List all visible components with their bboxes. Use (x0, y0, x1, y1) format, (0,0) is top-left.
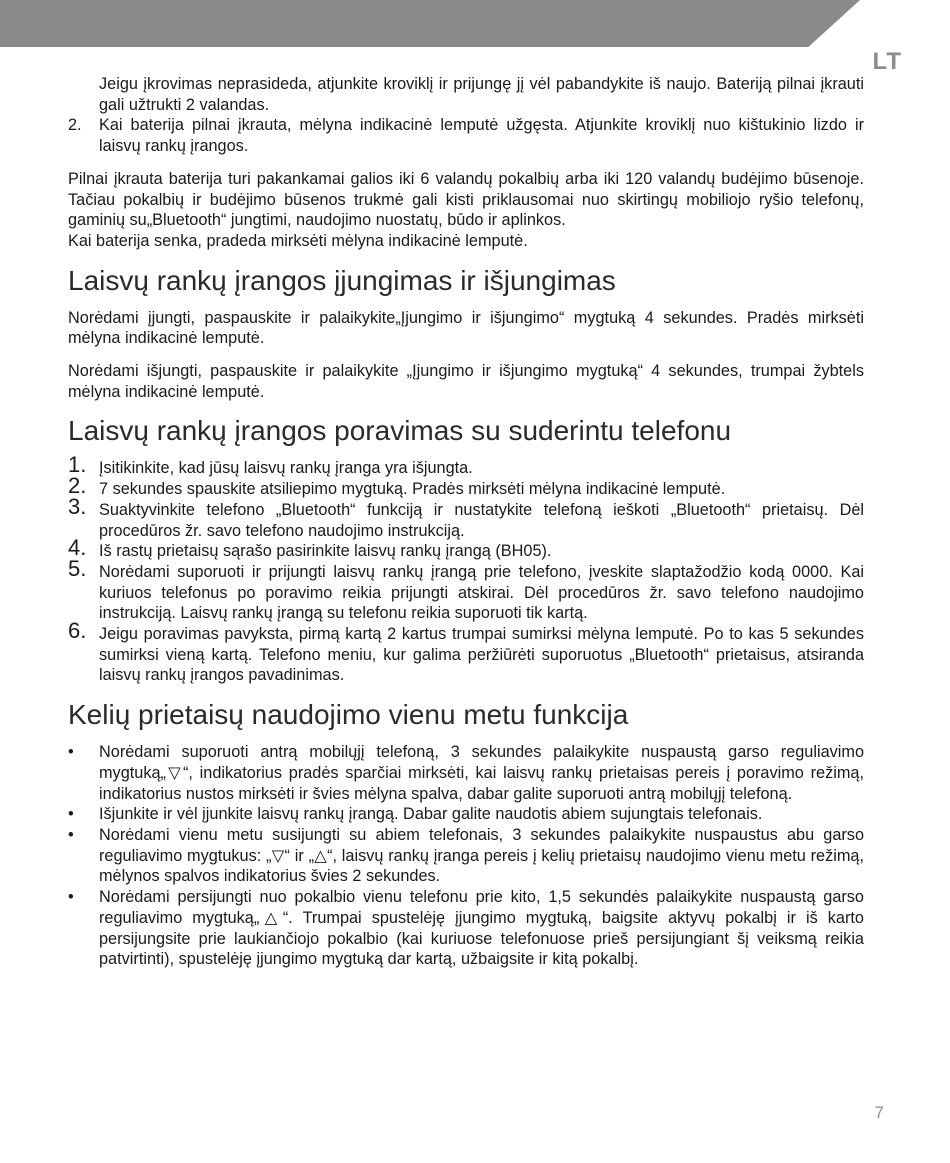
item-text: Norėdami vienu metu susijungti su abiem telefonais, 3 sekundes palaikykite nuspaustus abu garso reguliavimo mygtukus: „▽“ ir „△“, laisvų rankų įranga pereis į kelių prietaisų naudojimo vienu metu režimą, mėlynos spalvos indikatorius švies 2 sekundes. (99, 825, 864, 886)
list-item (68, 115, 864, 156)
bullet-item (68, 825, 864, 887)
item-text: Iš rastų prietaisų sąrašo pasirinkite laisvų rankų įrangą (BH05). (99, 542, 552, 561)
bullet-item (68, 887, 864, 970)
page-content (68, 74, 864, 970)
item-text: Išjunkite ir vėl įjunkite laisvų rankų įrangą. Dabar galite naudotis abiem sujungtais telefonais. (99, 805, 763, 824)
item-text: Norėdami suporuoti antrą mobilųjį telefoną, 3 sekundes palaikykite nuspaustą garso reguliavimo mygtuką„▽“, indikatorius pradės sparčiai mirksėti, kai laisvų rankų prietaisas pereis į poravimo režimą, indikatorius nustos mirksėti ir švies mėlyna spalva, dabar galite suporuoti antrą mobilųjį telefoną. (99, 743, 864, 803)
item-number: 2. (68, 473, 87, 499)
item-text: Norėdami persijungti nuo pokalbio vienu telefonu prie kito, 1,5 sekundės palaikykite nuspaustą garso reguliavimo mygtuką„△“. Trumpai spustelėję įjungimo mygtuką, baigsite aktyvų pokalbį ir iš karto persijungsite prie laukiančiojo pokalbio (kai kuriuose telefonuose prieš persijungiant šį veiksmą reikia patvirtinti), spustelėję įjungimo mygtuką dar kartą, užbaigsite ir kitą pokalbį. (99, 888, 864, 969)
section-title-multipoint: Kelių prietaisų naudojimo vienu metu funkcija (68, 699, 629, 731)
low-battery-paragraph: Kai baterija senka, pradeda mirksėti mėlyna indikacinė lemputė. (68, 231, 528, 250)
list-item (68, 493, 864, 541)
item-number: 6. (68, 618, 87, 644)
bullet-item (68, 804, 864, 825)
bullet-icon: • (68, 888, 74, 907)
list-item (68, 452, 864, 479)
item-number: 2. (68, 116, 82, 135)
item-text: Kai baterija pilnai įkrauta, mėlyna indikacinė lemputė užgęsta. Atjunkite kroviklį nuo kištukinio lizdo ir laisvų rankų įrangos. (99, 116, 864, 156)
item-text: Norėdami suporuoti ir prijungti laisvų rankų įrangą prie telefono, įveskite slaptažodžio kodą 0000. Kai kuriuos telefonus po poravimo reikia prijungti atskirai. Dėl procedūros žr. savo telefono naudojimo instrukciją. Laisvų rankų įrangą su telefonu reikia suporuoti tik kartą. (99, 562, 864, 623)
item-number: 1. (68, 452, 87, 478)
language-label: LT (872, 48, 902, 75)
bullet-icon: • (68, 743, 74, 762)
header-bar (0, 0, 860, 47)
list-item (68, 555, 864, 624)
power-off-paragraph: Norėdami išjungti, paspauskite ir palaikykite „Įjungimo ir išjungimo mygtuką“ 4 sekundes, trumpai žybtels mėlyna indikacinė lemputė. (68, 362, 864, 401)
section-title-power: Laisvų rankų įrangos įjungimas ir išjungimas (68, 264, 616, 296)
bullet-item (68, 742, 864, 804)
item-number: 3. (68, 493, 87, 519)
battery-paragraph: Pilnai įkrauta baterija turi pakankamai galios iki 6 valandų pokalbių arba iki 120 valandų budėjimo būsenoje. Tačiau pokalbių ir budėjimo būsenos trukmė gali kisti priklausomai nuo skirtingų mobiliojo ryšio telefonų, gaminių su„Bluetooth“ jungtimi, naudojimo nuostatų, būdo ir aplinkos. (68, 169, 864, 230)
bullet-icon: • (68, 805, 74, 824)
item-number: 5. (68, 555, 87, 581)
section-title-pairing: Laisvų rankų įrangos poravimas su suderintu telefonu (68, 415, 732, 447)
list-item-continuation: Jeigu įkrovimas neprasideda, atjunkite kroviklį ir prijungę jį vėl pabandykite iš naujo. Bateriją pilnai įkrauti gali užtrukti 2 valandas. (99, 75, 864, 114)
list-item (68, 618, 864, 686)
page-number: 7 (874, 1103, 884, 1122)
item-text: Jeigu poravimas pavyksta, pirmą kartą 2 kartus trumpai sumirksi mėlyna lemputė. Po to kas 5 sekundes sumirksi vieną kartą. Telefono meniu, kur galima peržiūrėti suporuotus „Bluetooth“ prietaisus, atsiranda laisvų rankų įrangos pavadinimas. (99, 625, 864, 685)
item-text: 7 sekundes spauskite atsiliepimo mygtuką. Pradės mirksėti mėlyna indikacinė lemputė. (99, 480, 726, 499)
item-number: 4. (68, 535, 87, 561)
item-text: Suaktyvinkite telefono „Bluetooth“ funkciją ir nustatykite telefoną ieškoti „Bluetooth“ prietaisų. Dėl procedūros žr. savo telefono naudojimo instrukciją. (99, 500, 864, 540)
list-item (68, 535, 864, 562)
item-text: Įsitikinkite, kad jūsų laisvų rankų įranga yra išjungta. (99, 459, 473, 478)
bullet-icon: • (68, 825, 74, 844)
power-on-paragraph: Norėdami įjungti, paspauskite ir palaikykite„Įjungimo ir išjungimo“ mygtuką 4 sekundes. Pradės mirksėti mėlyna indikacinė lemputė. (68, 308, 864, 348)
list-item (68, 473, 864, 500)
